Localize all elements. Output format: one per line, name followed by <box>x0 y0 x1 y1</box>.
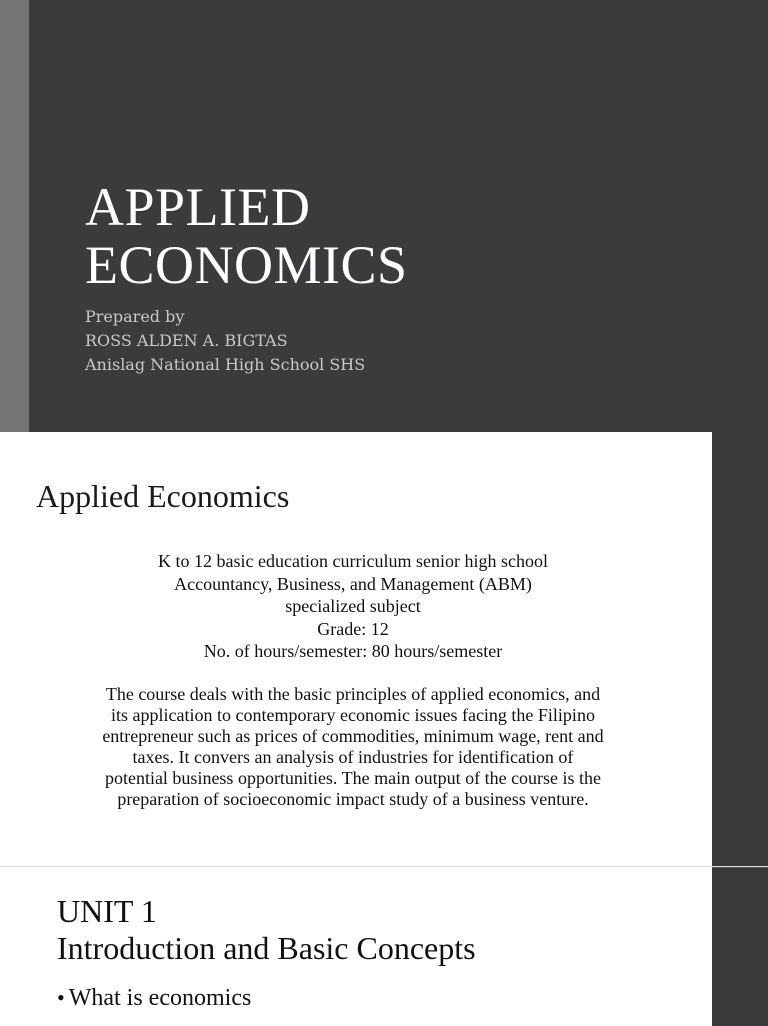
unit-title: Introduction and Basic Concepts <box>57 930 476 966</box>
course-info <box>20 550 686 663</box>
bullet-item <box>57 985 251 1012</box>
title-slide-accent-strip <box>0 0 29 432</box>
author-name: ROSS ALDEN A. BIGTAS <box>85 331 288 350</box>
unit-slide <box>0 866 768 1024</box>
bullet-text: What is economics <box>68 985 252 1011</box>
description-line: The course deals with the basic principles of applied economics, and <box>105 684 601 704</box>
slide-side-panel <box>712 432 768 866</box>
bullet-icon: • <box>57 985 65 1010</box>
school-name: Anislag National High School SHS <box>85 355 366 374</box>
description-line: preparation of socioeconomic impact study of a business venture. <box>117 789 589 809</box>
slide-side-panel <box>712 867 768 1026</box>
presentation-subtitle <box>85 305 365 377</box>
course-description <box>20 684 686 810</box>
description-line: entrepreneur such as prices of commodities, minimum wage, rent and <box>102 726 604 746</box>
prepared-by-label: Prepared by <box>85 307 185 326</box>
info-line: No. of hours/semester: 80 hours/semester <box>203 641 503 661</box>
unit-number: UNIT 1 <box>57 893 157 929</box>
slide-heading: Applied Economics <box>36 478 290 514</box>
unit-heading <box>57 893 476 967</box>
info-line: specialized subject <box>285 596 421 616</box>
title-line-1: APPLIED <box>85 177 311 237</box>
info-line: Accountancy, Business, and Management (ABM) <box>174 573 532 594</box>
description-line: potential business opportunities. The main output of the course is the <box>104 768 602 788</box>
info-line: Grade: 12 <box>317 618 389 639</box>
description-line: its application to contemporary economic issues facing the Filipino <box>111 705 595 725</box>
info-line: K to 12 basic education curriculum senior high school <box>158 551 548 571</box>
description-line: taxes. It convers an analysis of industries for identification of <box>132 747 574 767</box>
presentation-title <box>85 178 408 294</box>
title-slide <box>0 0 768 432</box>
title-line-2: ECONOMICS <box>85 235 408 295</box>
course-overview-slide <box>0 432 768 866</box>
